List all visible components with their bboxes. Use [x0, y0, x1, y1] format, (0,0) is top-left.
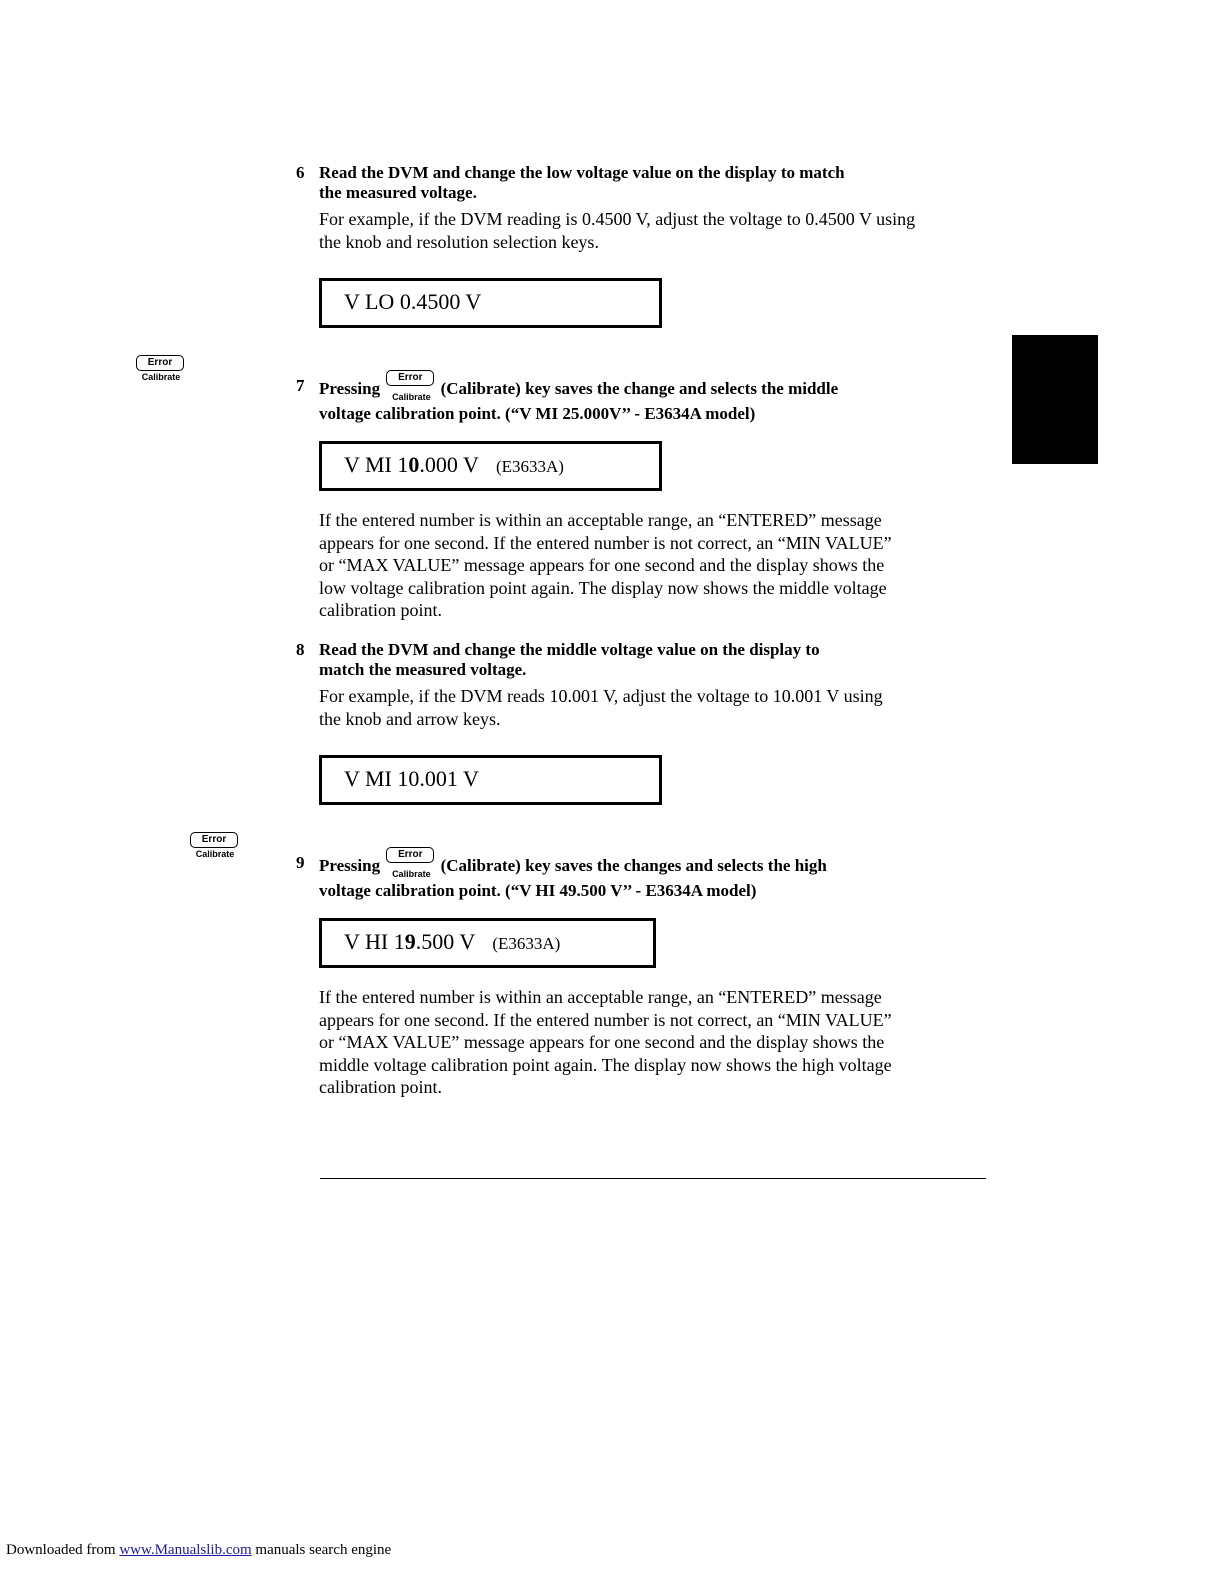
body-line: calibration point. [319, 1077, 442, 1097]
heading-line: the measured voltage. [319, 183, 477, 202]
download-footer [6, 1542, 391, 1559]
heading-line: voltage calibration point. (“V MI 25.000V’’ - E3634A model) [319, 404, 756, 423]
heading-line: Read the DVM and change the low voltage value on the display to match [319, 163, 845, 182]
key-cap-label: Error [386, 370, 434, 386]
heading-line [319, 849, 999, 881]
heading-text: Pressing [319, 855, 381, 875]
body-line: For example, if the DVM reads 10.001 V, adjust the voltage to 10.001 V using [319, 686, 883, 706]
display-readout [319, 441, 662, 491]
display-text: V MI 1 [344, 452, 409, 477]
manualslib-link[interactable]: www.Manualslib.com [119, 1542, 252, 1558]
display-text: .000 V [419, 452, 479, 477]
display-readout [319, 918, 656, 968]
footer-prefix: Downloaded from [6, 1542, 120, 1558]
key-sub-label: Calibrate [392, 869, 431, 879]
heading-line: match the measured voltage. [319, 660, 527, 679]
step-heading [319, 372, 999, 424]
step-number: 9 [296, 853, 305, 872]
heading-line: Read the DVM and change the middle voltage value on the display to [319, 640, 820, 659]
calibrate-key-icon [386, 370, 434, 402]
heading-text: Pressing [319, 378, 381, 398]
step-number: 6 [296, 163, 305, 182]
body-line: low voltage calibration point again. The display now shows the middle voltage [319, 577, 887, 598]
display-model: (E3633A) [495, 457, 564, 476]
display-text: .500 V [415, 929, 475, 954]
heading-text: (Calibrate) key saves the change and selects the middle [440, 378, 839, 398]
step-body [319, 685, 989, 730]
body-line: or “MAX VALUE” message appears for one second and the display shows the [319, 555, 885, 575]
display-digit-bold: 9 [404, 929, 416, 954]
display-digit-bold: 0 [408, 452, 420, 477]
body-line: appears for one second. If the entered number is not correct, an “MIN VALUE” [319, 532, 892, 553]
key-sub-label: Calibrate [392, 392, 431, 402]
page-bottom-rule [320, 1178, 986, 1179]
calibrate-key-icon [190, 832, 240, 864]
display-readout: V MI 10.001 V [319, 755, 662, 805]
display-readout: V LO 0.4500 V [319, 278, 662, 328]
body-line: or “MAX VALUE” message appears for one second and the display shows the [319, 1032, 885, 1052]
body-line: the knob and resolution selection keys. [319, 231, 599, 252]
heading-text: (Calibrate) key saves the changes and selects the high [440, 855, 827, 875]
key-sub-label: Calibrate [195, 849, 235, 859]
step-body [319, 986, 989, 1099]
key-sub-label: Calibrate [141, 372, 181, 382]
heading-line [319, 372, 999, 404]
step-heading [319, 640, 989, 680]
body-line: middle voltage calibration point again. The display now shows the high voltage [319, 1054, 892, 1075]
display-model: (E3633A) [492, 934, 561, 953]
display-text: V HI 1 [344, 929, 405, 954]
body-line: calibration point. [319, 600, 442, 620]
key-cap-label: Error [136, 355, 184, 371]
key-cap-label: Error [386, 847, 434, 863]
body-line: If the entered number is within an acceptable range, an “ENTERED” message [319, 510, 882, 530]
body-line: appears for one second. If the entered number is not correct, an “MIN VALUE” [319, 1009, 892, 1030]
chapter-thumb-tab [1012, 335, 1098, 464]
body-line: For example, if the DVM reading is 0.4500 V, adjust the voltage to 0.4500 V using [319, 209, 916, 229]
body-line: the knob and arrow keys. [319, 708, 501, 729]
step-number: 7 [296, 376, 305, 395]
step-heading [319, 163, 989, 203]
heading-line: voltage calibration point. (“V HI 49.500 V’’ - E3634A model) [319, 881, 757, 900]
footer-suffix: manuals search engine [251, 1542, 392, 1558]
key-cap-label: Error [190, 832, 238, 848]
step-body [319, 509, 989, 622]
step-body [319, 208, 989, 253]
body-line: If the entered number is within an acceptable range, an “ENTERED” message [319, 987, 882, 1007]
step-number: 8 [296, 640, 305, 659]
calibrate-key-icon [386, 847, 434, 879]
step-heading [319, 849, 999, 901]
calibrate-key-icon [136, 355, 186, 387]
